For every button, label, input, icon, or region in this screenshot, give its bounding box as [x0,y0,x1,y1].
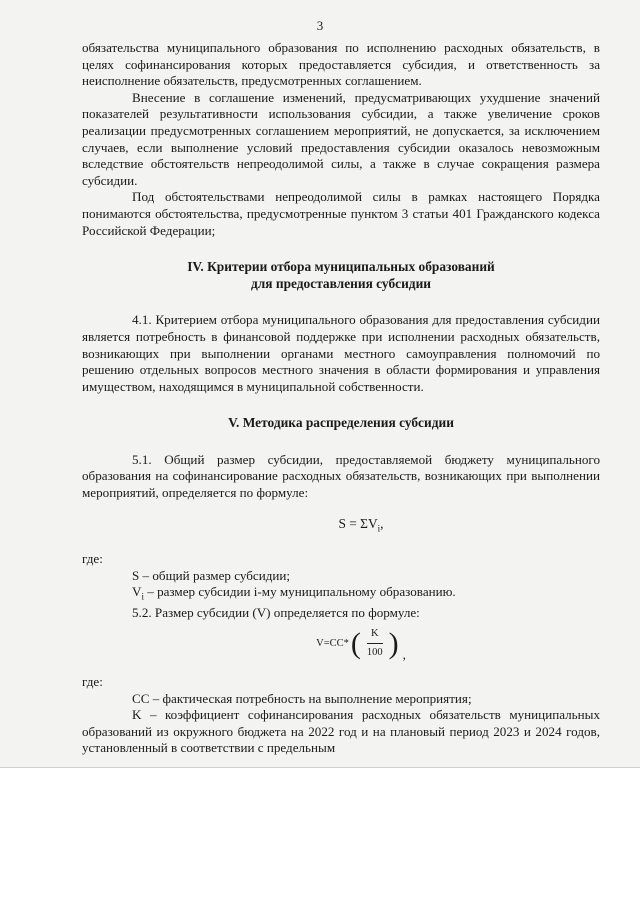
formula-trailing-comma: , [402,647,406,663]
formula-lhs: V=CC* [316,637,349,649]
formula-subsidy-size: V=CC* ( $\frac{K}{100}$ ) , [82,622,600,666]
paragraph-continuation: обязательства муниципального образования по исполнению расходных обязательств, в целях софинансирования которых предоставляется субсидия, и ответственность за неисполнение обязательств, предусмотренных соглашением. [82,40,600,89]
where-label-1: где: [82,550,103,566]
section-4-title-line2: для предоставления субсидии [250,275,432,291]
document-body [82,40,600,757]
fraction-denominator: 100 [366,647,383,659]
paragraph-5-1: 5.1. Общий размер субсидии, предоставляемой бюджету муниципального образования на софинансирование расходных обязательств, возникающих при выполнении мероприятий, определяется по формуле: [82,451,600,501]
definition-cc: CC – фактическая потребность на выполнение мероприятия; [132,690,472,706]
definition-s: S – общий размер субсидии; [132,567,291,583]
definition-k: K – коэффициент софинансирования расходных обязательств муниципальных образований из окружного бюджета на 2022 год и на плановый период 2023 и 2024 годов, установленный в соответствии с предельным [82,707,600,756]
page-number: 3 [316,18,324,33]
formula-fraction [363,626,387,662]
section-4-heading [82,259,600,292]
section-4-title-line1: IV. Критерии отбора муниципальных образований [187,259,495,275]
section-5-heading: V. Методика распределения субсидии [228,415,454,431]
paragraph-force-majeure: Под обстоятельствами непреодолимой силы в рамках настоящего Порядка понимаются обстоятельства, предусмотренные пунктом 3 статьи 401 Гражданского кодекса Российской Федерации; [82,189,600,238]
fraction-numerator: K [367,626,383,645]
paragraph-amendments: Внесение в соглашение изменений, предусматривающих ухудшение значений показателей результативности использования субсидии, а также увеличение сроков реализации предусмотренных соглашением мероприятий, не допускается, за исключением случаев, если выполнение условий предоставления субсидии оказалось невозможным вследствие обстоятельств непреодолимой силы, а также в случае сокращения размера субсидии. [82,89,600,188]
where-label-2: где: [82,673,103,689]
definition-v: $V_i$ – размер субсидии i-му муниципальному образованию. [132,584,456,602]
paragraph-5-2: 5.2. Размер субсидии (V) определяется по формуле: [132,605,420,621]
formula-total-subsidy: $S = \Sigma V_i$, [338,515,384,534]
paragraph-4-1: 4.1. Критерием отбора муниципального образования для предоставления субсидии является потребность в финансовой поддержке при исполнении расходных обязательств, возникающих при выполнении органами местного самоуправления полномочий по решению отдельных вопросов местного значения в области формирования и управления имуществом, находящимся в муниципальной собственности. [82,312,600,394]
